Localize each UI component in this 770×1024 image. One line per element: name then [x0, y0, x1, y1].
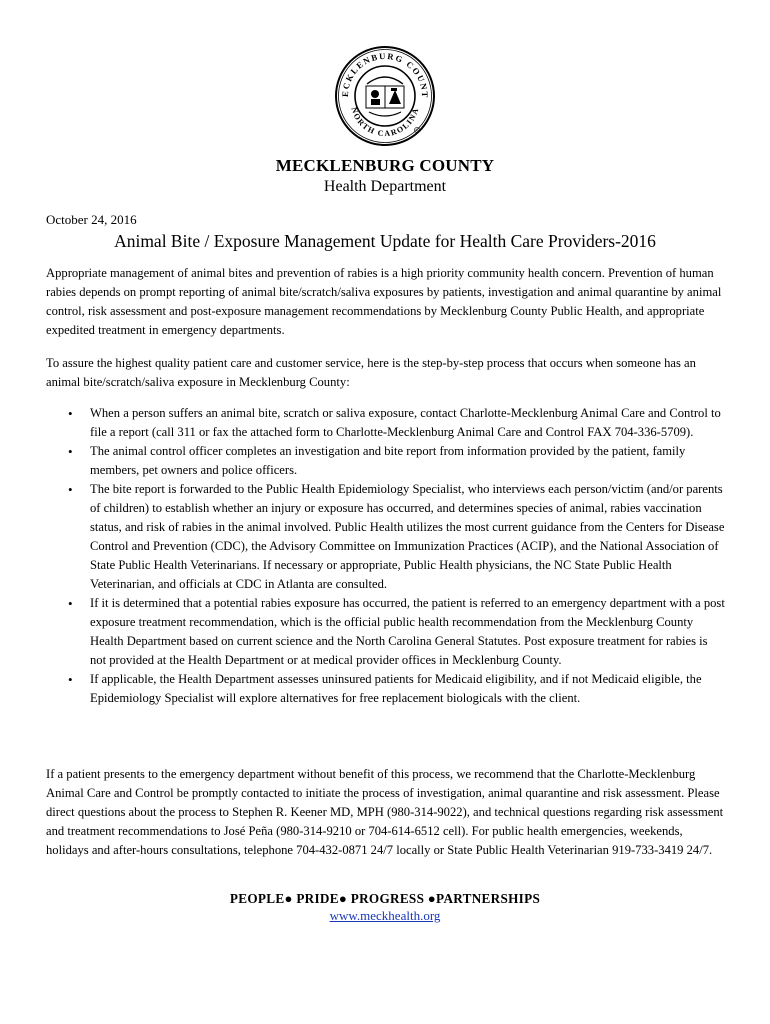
intro-paragraph: Appropriate management of animal bites and prevention of rabies is a high priority community health concern. Prevention of human rabies depends on prompt reporting of animal bite/scratch/saliva exposures by patients, investigation and animal quarantine by animal control, risk assessment and post-exposure management recommendations by Mecklenburg County Public Health, and appropriate expedited treatment in emergency departments.	[46, 266, 722, 337]
svg-text:NORTH CAROLINA	[349, 106, 420, 138]
process-steps-list	[46, 404, 726, 708]
county-seal	[333, 44, 437, 148]
closing-paragraph: If a patient presents to the emergency department without benefit of this process, we recommend that the Charlotte-Mecklenburg Animal Care and Control be promptly contacted to initiate the process of investigation, animal quarantine and risk assessment. Please direct questions about the process to Stephen R. Keener MD, MPH (980-314-9022), and technical questions regarding risk assessment and treatment recommendations to José Peña (980-314-9210 or 704-614-6512 cell). For public health emergencies, weekends, holidays and after-hours consultations, telephone 704-432-0871 24/7 locally or State Public Health Veterinarian 919-733-3419 24/7.	[46, 767, 724, 857]
seal-ring-text-top: ECKLENBURG COUNT	[339, 50, 431, 100]
county-seal-icon	[333, 44, 437, 148]
process-intro-paragraph: To assure the highest quality patient care and customer service, here is the step-by-step process that occurs when someone has an animal bite/scratch/saliva exposure in Mecklenburg County:	[46, 356, 696, 389]
list-item: • If applicable, the Health Department assesses uninsured patients for Medicaid eligibility, and if not Medicaid eligible, the Epidemiology Specialist will explore alternatives for free replacement biologicals with the client.	[46, 670, 726, 708]
footer-slogan: PEOPLE● PRIDE● PROGRESS ●PARTNERSHIPS	[229, 891, 541, 906]
seal-ring-text-bottom: NORTH CAROLINA	[349, 106, 421, 139]
list-item: • The animal control officer completes an investigation and bite report from information provided by the patient, family members, pet owners and police officers.	[46, 442, 726, 480]
list-item: • The bite report is forwarded to the Public Health Epidemiology Specialist, who interviews each person/victim (and/or parents of children) to establish whether an injury or exposure has occurred, and determines species of animal, rabies vaccination status, and risk of rabies in the animal involved. Public Health utilizes the most current guidance from the Centers for Disease Control and Prevention (CDC), the Advisory Committee on Immunization Practices (ACIP), and the National Association of State Public Health Veterinarians. If necessary or appropriate, Public Health physicians, the NC State Public Health Veterinarian, and officials at CDC in Atlanta are consulted.	[46, 480, 726, 594]
footer-website-link[interactable]: www.meckhealth.org	[329, 908, 441, 923]
document-date: October 24, 2016	[46, 212, 137, 227]
list-item: • If it is determined that a potential rabies exposure has occurred, the patient is referred to an emergency department with a post exposure treatment recommendation, which is the official public health recommendation from the Mecklenburg County Health Department based on current science and the North Carolina General Statutes. Post exposure treatment for rabies is not provided at the Health Department or at medical provider offices in Mecklenburg County.	[46, 594, 726, 670]
org-name: MECKLENBURG COUNTY	[275, 156, 495, 175]
document-title: Animal Bite / Exposure Management Update for Health Care Providers-2016	[114, 231, 656, 251]
svg-text:MECKLENBURG COUNTY	[333, 44, 430, 99]
list-item: • When a person suffers an animal bite, scratch or saliva exposure, contact Charlotte-Mecklenburg Animal Care and Control to file a report (call 311 or fax the attached form to Charlotte-Mecklenburg Animal Care and Control FAX 704-336-5709).	[46, 404, 726, 442]
seal-registered-mark: ®	[415, 127, 419, 133]
department-name: Health Department	[323, 178, 447, 195]
